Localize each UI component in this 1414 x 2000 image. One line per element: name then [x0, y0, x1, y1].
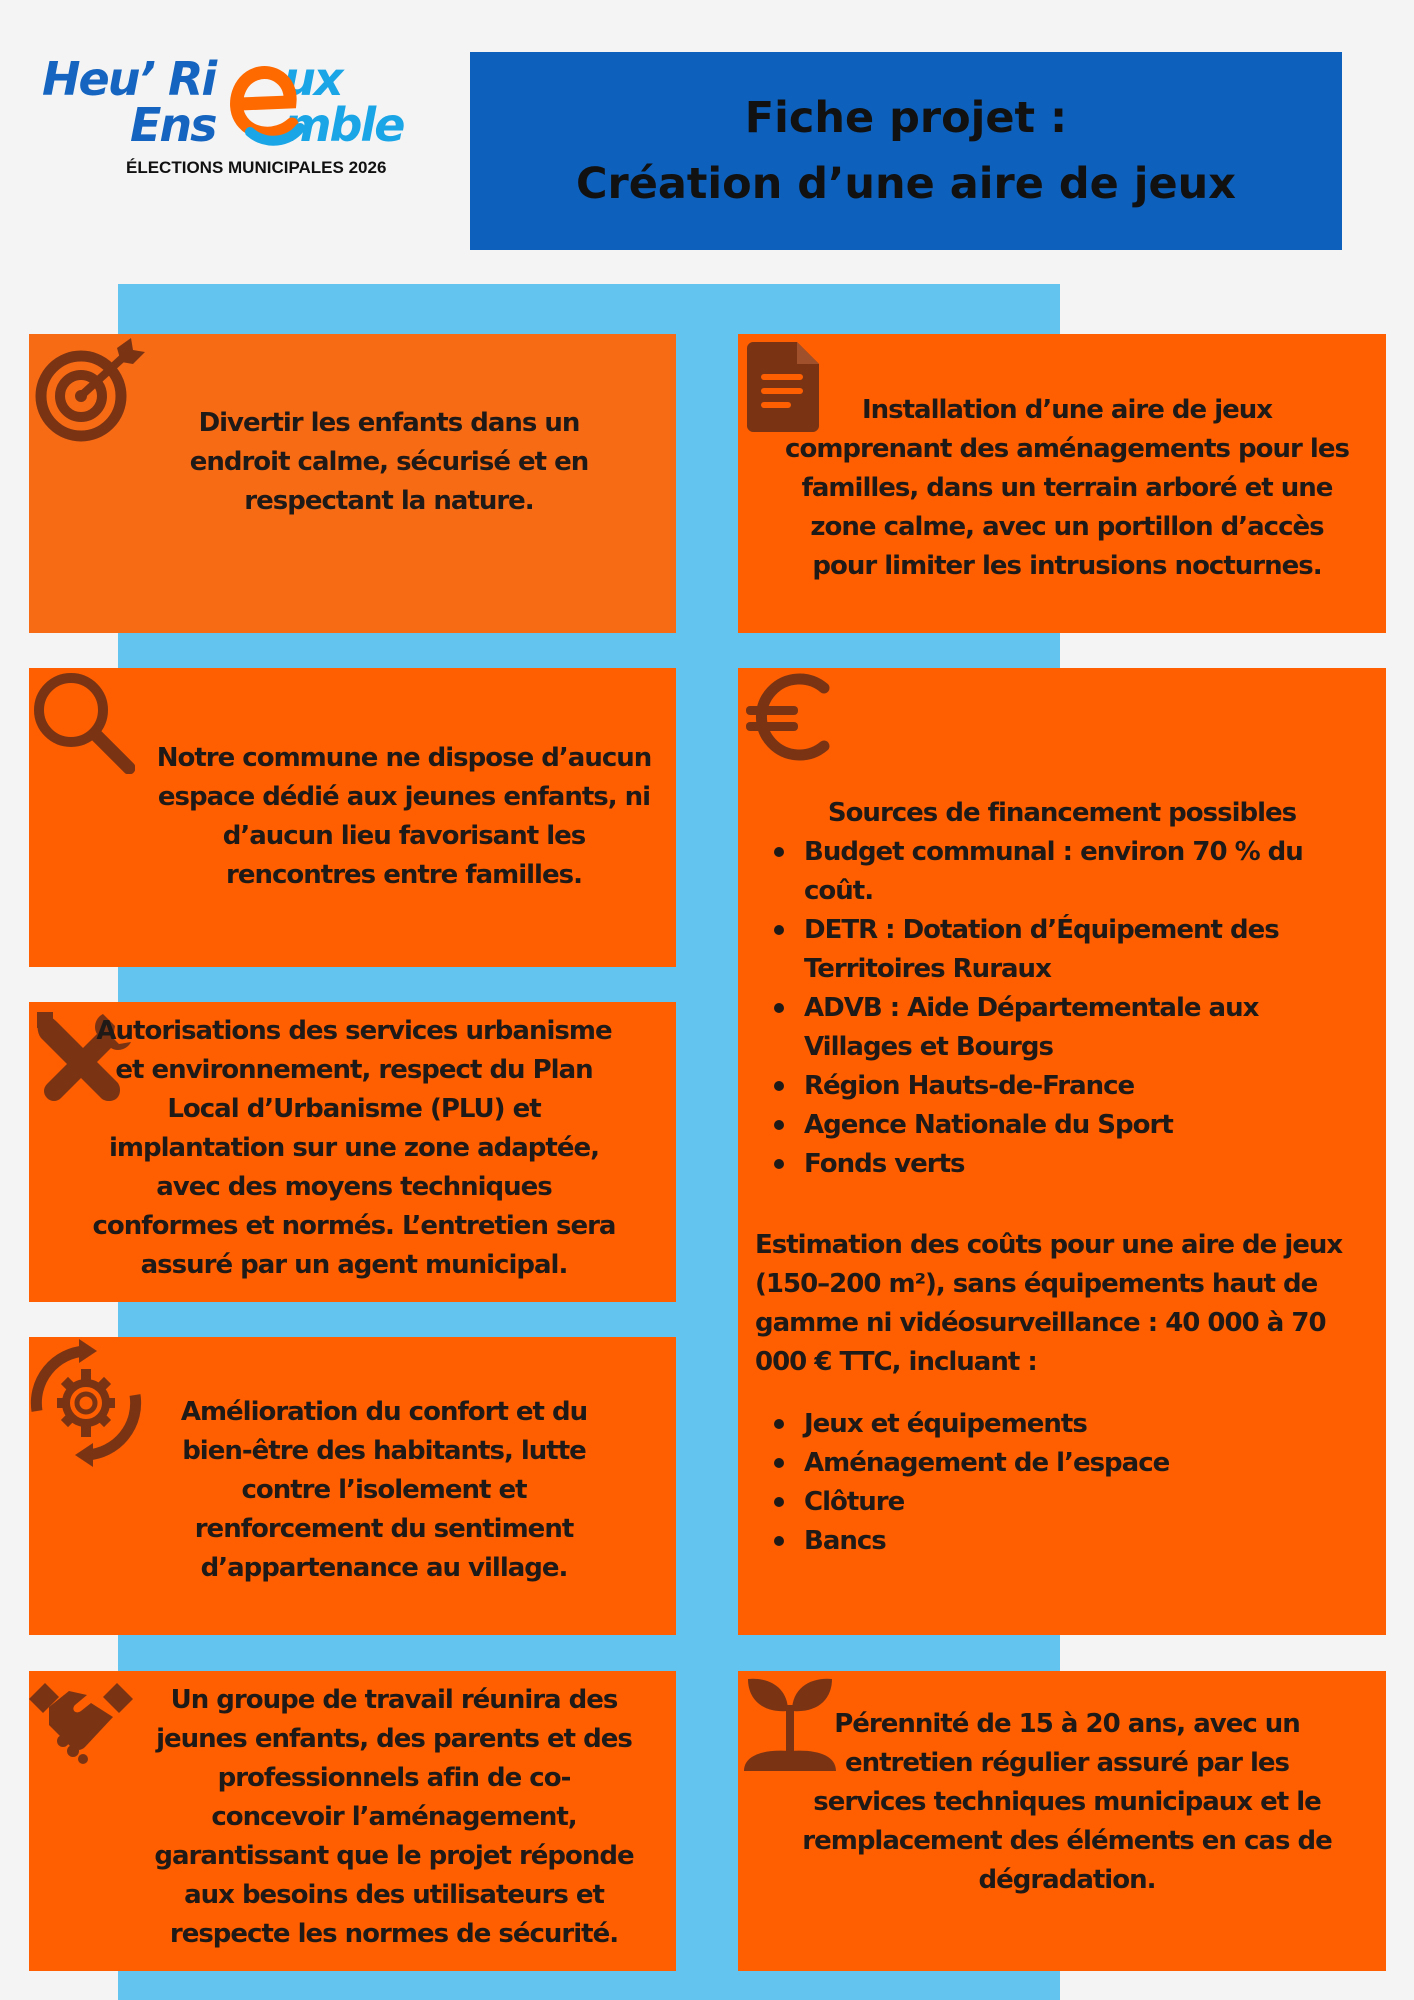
text-line: comprenant des aménagements pour les	[785, 434, 1349, 464]
logo	[42, 52, 422, 192]
sustainability-text	[758, 1705, 1376, 1900]
list-item: DETR : Dotation d’Équipement des Territoires Ruraux	[804, 911, 1364, 989]
card-description	[738, 334, 1386, 633]
text-line: et environnement, respect du Plan	[115, 1055, 593, 1085]
text-line: endroit calme, sécurisé et en	[189, 447, 589, 477]
context-text	[89, 739, 719, 895]
list-item: Clôture	[804, 1483, 1364, 1522]
objective-text	[109, 404, 669, 521]
title-box	[470, 52, 1342, 250]
card-participation	[29, 1671, 676, 1971]
text-line: implantation sur une zone adaptée,	[109, 1133, 599, 1163]
text-line: services techniques municipaux et le	[813, 1787, 1321, 1817]
text-line: bien-être des habitants, lutte	[182, 1436, 586, 1466]
text-line: Autorisations des services urbanisme	[96, 1016, 612, 1046]
list-item: Agence Nationale du Sport	[804, 1106, 1364, 1145]
list-item: Aménagement de l’espace	[804, 1444, 1364, 1483]
impact-text	[109, 1393, 659, 1588]
text-line: concevoir l’aménagement,	[211, 1802, 577, 1832]
description-text	[758, 391, 1376, 586]
page-title-line1: Fiche projet :	[744, 93, 1068, 143]
logo-ri: ’ Ri	[138, 52, 216, 106]
financing-sources-list	[804, 833, 1364, 1184]
card-sustainability	[738, 1671, 1386, 1971]
text-line: contre l’isolement et	[241, 1475, 527, 1505]
logo-subtitle: ÉLECTIONS MUNICIPALES 2026	[126, 158, 387, 177]
text-line: Installation d’une aire de jeux	[861, 395, 1273, 425]
participation-text	[109, 1681, 679, 1954]
list-item: Région Hauts-de-France	[804, 1067, 1364, 1106]
text-line: Un groupe de travail réunira des	[170, 1685, 618, 1715]
text-line: espace dédié aux jeunes enfants, ni	[157, 782, 651, 812]
list-item: Budget communal : environ 70 % du coût.	[804, 833, 1364, 911]
text-line: jeunes enfants, des parents et des	[156, 1724, 632, 1754]
text-line: rencontres entre familles.	[226, 860, 582, 890]
text-line: dégradation.	[978, 1865, 1156, 1895]
text-line: respectant la nature.	[244, 486, 534, 516]
text-line: Local d’Urbanisme (PLU) et	[167, 1094, 541, 1124]
card-financing	[738, 668, 1386, 1635]
list-item: Jeux et équipements	[804, 1405, 1364, 1444]
list-item: ADVB : Aide Départementale aux Villages et Bourgs	[804, 989, 1364, 1067]
card-technical	[29, 1002, 676, 1302]
text-line: d’appartenance au village.	[200, 1553, 568, 1583]
cost-estimate: Estimation des coûts pour une aire de jeux (150–200 m²), sans équipements haut de gamme ni vidéosurveillance : 40 000 à 70 000 € TTC, incluant :	[755, 1230, 1343, 1377]
euro-icon	[746, 672, 830, 762]
text-line: zone calme, avec un portillon d’accès	[810, 512, 1324, 542]
text-line: professionnels afin de co-	[217, 1763, 571, 1793]
text-line: garantissant que le projet réponde	[154, 1841, 634, 1871]
card-context	[29, 668, 676, 967]
text-line: assuré par un agent municipal.	[140, 1250, 568, 1280]
text-line: respecte les normes de sécurité.	[169, 1919, 619, 1949]
text-line: renforcement du sentiment	[194, 1514, 574, 1544]
text-line: Divertir les enfants dans un	[198, 408, 580, 438]
logo-e-icon	[220, 58, 312, 150]
text-line: Notre commune ne dispose d’aucun	[156, 743, 652, 773]
list-item: Fonds verts	[804, 1145, 1364, 1184]
logo-ux: ux	[283, 52, 342, 106]
logo-ens: Ens	[130, 98, 216, 152]
cost-includes-list	[804, 1405, 1364, 1561]
list-item: Bancs	[804, 1522, 1364, 1561]
text-line: conformes et normés. L’entretien sera	[92, 1211, 616, 1241]
text-line: Amélioration du confort et du	[180, 1397, 588, 1427]
text-line: avec des moyens techniques	[156, 1172, 552, 1202]
financing-title: Sources de financement possibles	[827, 798, 1297, 828]
technical-text	[39, 1012, 669, 1285]
text-line: entretien régulier assuré par les	[844, 1748, 1290, 1778]
text-line: Pérennité de 15 à 20 ans, avec un	[834, 1709, 1300, 1739]
logo-heu: Heu	[42, 52, 139, 106]
text-line: aux besoins des utilisateurs et	[184, 1880, 604, 1910]
page-title-line2: Création d’une aire de jeux	[575, 159, 1237, 209]
text-line: pour limiter les intrusions nocturnes.	[812, 551, 1322, 581]
card-objective	[29, 334, 676, 633]
text-line: remplacement des éléments en cas de	[802, 1826, 1332, 1856]
logo-mble: mble	[283, 98, 404, 152]
card-impact	[29, 1337, 676, 1635]
text-line: familles, dans un terrain arboré et une	[801, 473, 1333, 503]
text-line: d’aucun lieu favorisant les	[222, 821, 586, 851]
